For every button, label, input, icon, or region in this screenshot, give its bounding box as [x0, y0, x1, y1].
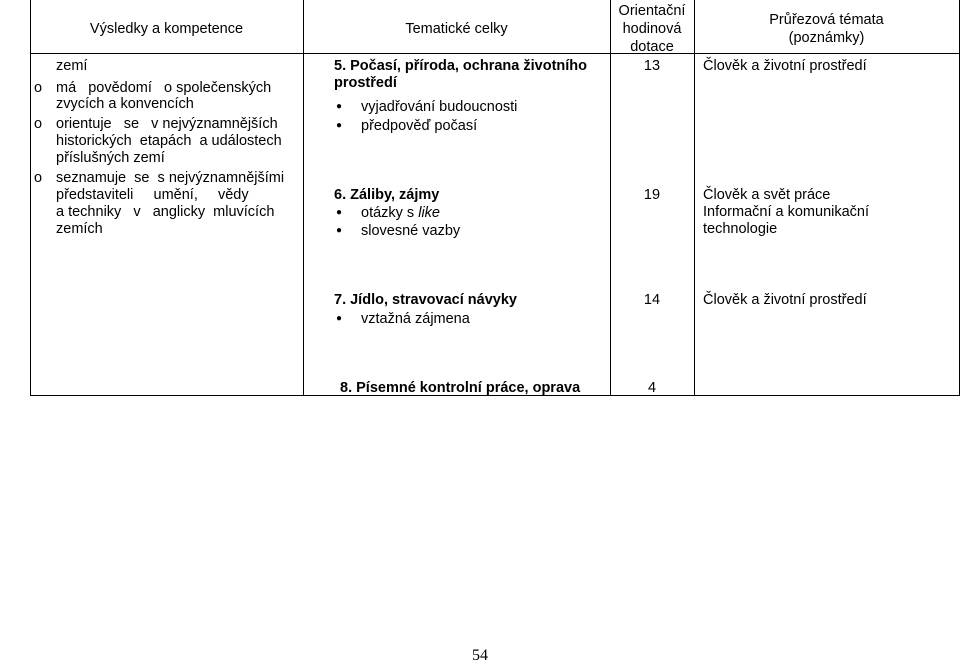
competence-item-2-line-2: historických etapách a událostech	[56, 133, 282, 149]
topic-5-bullet-2: předpověď počasí	[361, 118, 478, 134]
competence-item-3-line-1: seznamuje se s nejvýznamnějšími	[56, 170, 285, 186]
competence-item-3-line-4: zemích	[56, 221, 103, 237]
competence-top-line: zemí	[56, 58, 88, 74]
column-divider-3	[694, 0, 695, 396]
topic-5-hours: 13	[643, 58, 661, 74]
header-cross-topics-line-1: Průřezová témata	[769, 12, 884, 28]
topic-6-cross-topic-line-1: Člověk a svět práce	[703, 187, 831, 203]
competence-item-3-line-2: představiteli umění, vědy	[56, 187, 249, 203]
competence-marker: o	[34, 80, 43, 96]
topic-7-title: 7. Jídlo, stravovací návyky	[334, 292, 517, 308]
header-hours-line-3: dotace	[630, 39, 674, 55]
header-cross-topics-line-2: (poznámky)	[788, 30, 865, 46]
topic-7-bullet-1: vztažná zájmena	[361, 311, 470, 327]
table-border-left	[30, 0, 31, 396]
header-competences: Výsledky a kompetence	[89, 21, 244, 37]
bullet-icon: ●	[336, 313, 343, 324]
topic-6-cross-topic-line-2: Informační a komunikační	[703, 204, 870, 220]
topic-7-hours: 14	[643, 292, 661, 308]
topic-7-cross-topic: Člověk a životní prostředí	[703, 292, 867, 308]
topic-8-title: 8. Písemné kontrolní práce, oprava	[340, 380, 581, 396]
header-rule	[30, 53, 960, 54]
bullet-icon: ●	[336, 120, 343, 131]
topic-6-cross-topic-line-3: technologie	[703, 221, 778, 237]
bullet-icon: ●	[336, 225, 343, 236]
competence-item-3-line-3: a techniky v anglicky mluvících	[56, 204, 275, 220]
competence-item-2-line-3: příslušných zemí	[56, 150, 165, 166]
topic-6-bullet-2: slovesné vazby	[361, 223, 461, 239]
topic-6-hours: 19	[643, 187, 661, 203]
bullet-icon: ●	[336, 207, 343, 218]
page-number: 54	[472, 647, 488, 664]
competence-marker: o	[34, 170, 43, 186]
competence-item-1-line-2: zvycích a konvencích	[56, 96, 194, 112]
topic-5-bullet-1: vyjadřování budoucnosti	[361, 99, 518, 115]
competence-marker: o	[34, 116, 43, 132]
topic-6-bullet-1: otázky s like	[361, 205, 440, 221]
topic-5-cross-topic: Člověk a životní prostředí	[703, 58, 867, 74]
header-topics: Tematické celky	[405, 21, 508, 37]
topic-8-hours: 4	[647, 380, 657, 396]
topic-5-title-line-2: prostředí	[334, 75, 397, 91]
header-hours-line-1: Orientační	[618, 3, 686, 19]
header-hours-line-2: hodinová	[622, 21, 682, 37]
italic-term: like	[418, 205, 440, 221]
topic-6-title: 6. Záliby, zájmy	[334, 187, 440, 203]
topic-5-title-line-1: 5. Počasí, příroda, ochrana životního	[334, 58, 587, 74]
bullet-icon: ●	[336, 101, 343, 112]
competence-item-2-line-1: orientuje se v nejvýznamnějších	[56, 116, 278, 132]
competence-item-1-line-1: má povědomí o společenských	[56, 80, 272, 96]
column-divider-1	[303, 0, 304, 396]
